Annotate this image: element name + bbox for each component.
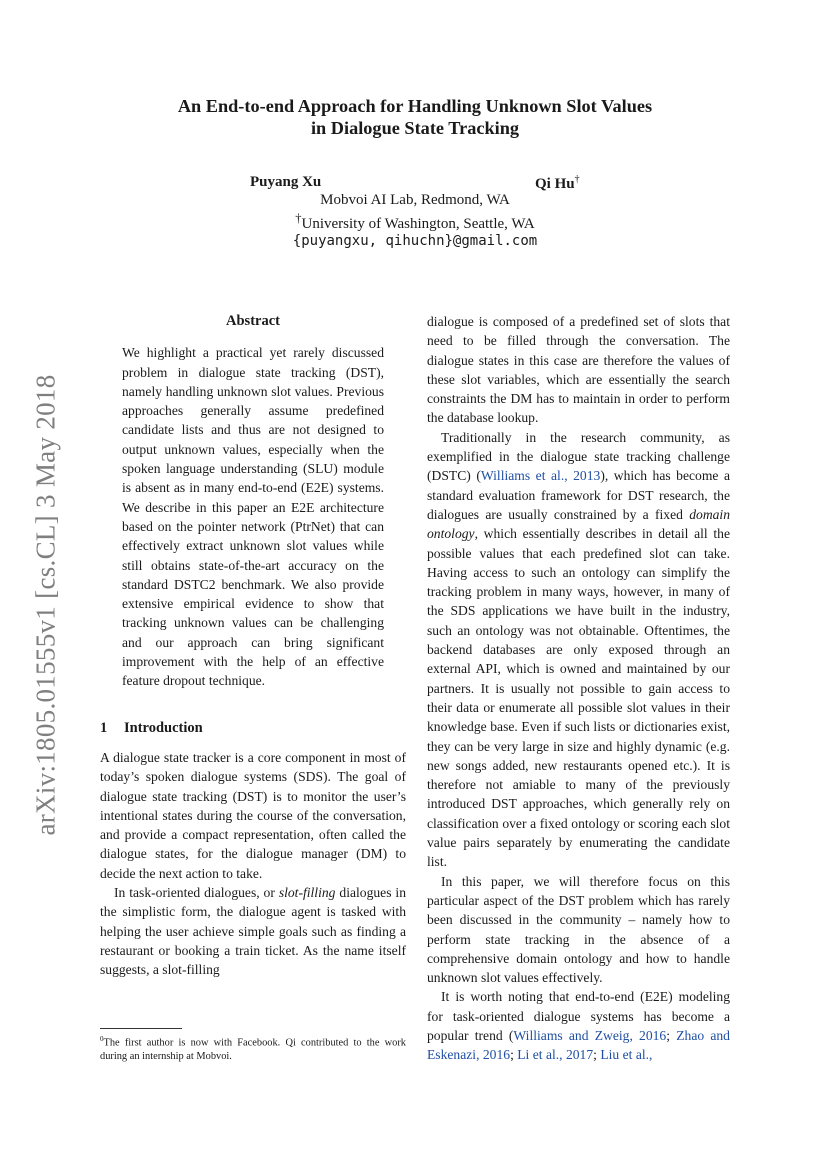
right-p2-text-b: ), which has become a standard evaluation framework for DST research, the dialogues are usually constrained by a fixed — [427, 468, 730, 522]
author-2-name: Qi Hu — [535, 176, 575, 192]
abstract-text: We highlight a practical yet rarely discussed problem in dialogue state tracking (DST), namely handling unknown slot values. Previous approaches generally assume predefined candidate lists and thus are not designed to output unknown values, especially when the spoken language understanding (SLU) module is absent as in many end-to-end (E2E) systems. We describe in this paper an E2E architecture based on the pointer network (PtrNet) that can effectively extract unknown slot values while still obtains state-of-the-art accuracy on the standard DSTC2 benchmark. We also provide extensive empirical evidence to show that tracking unknown values can be challenging and our approach can bring significant improvement with the help of an effective feature dropout technique. — [122, 345, 384, 689]
intro-p2-emphasis: slot-filling — [278, 885, 336, 901]
intro-paragraph-2 — [100, 883, 406, 979]
citation-zhao-eskenazi-2016[interactable]: Zhao and Eskenazi, 2016 — [427, 1027, 730, 1063]
intro-paragraph-1: A dialogue state tracker is a core component in most of today’s spoken dialogue systems (SDS). The goal of dialogue state tracking (DST) is to monitor the user’s intentional states during the course of the conversation, and provide a compact representation, often called the dialogue states, for the dialogue manager (DM) to decide the next action to take. — [100, 749, 406, 881]
arxiv-id-text: arXiv:1805.01555v1 [cs.CL] 3 May 2018 — [30, 374, 61, 836]
arxiv-side-identifier — [22, 360, 70, 850]
title-line-1: An End-to-end Approach for Handling Unknown Slot Values — [177, 96, 653, 116]
right-paragraph-2 — [427, 428, 730, 872]
left-column — [100, 312, 406, 980]
affiliation-2-text: University of Washington, Seattle, WA — [301, 216, 535, 232]
right-p2-text-a: Traditionally in the research community, as exemplified in the dialogue state tracking challenge (DSTC) ( — [427, 429, 730, 484]
footnote — [100, 1033, 406, 1063]
intro-p2-text-b: dialogues in the simplistic form, the dialogue agent is tasked with helping the user achieve simple goals such as finding a restaurant or booking a train ticket. As the name itself suggests, a slot-filling — [100, 885, 406, 978]
right-column — [427, 312, 730, 1065]
title-line-2: in Dialogue State Tracking — [310, 118, 520, 138]
citation-williams-2013[interactable]: Williams et al., 2013 — [480, 468, 601, 484]
footnote-text: The first author is now with Facebook. Qi contributed to the work during an internship at Mobvoi. — [100, 1037, 406, 1062]
author-1: Puyang Xu — [250, 174, 322, 190]
affiliation-1: Mobvoi AI Lab, Redmond, WA — [320, 192, 510, 208]
intro-p2-text-a: In task-oriented dialogues, or — [114, 885, 279, 901]
author-2-mark: † — [574, 174, 580, 185]
citation-liu[interactable]: Liu et al., — [600, 1047, 653, 1063]
paper-title — [100, 95, 730, 139]
citation-separator: ; — [593, 1047, 601, 1063]
citation-williams-zweig-2016[interactable]: Williams and Zweig, 2016 — [513, 1027, 667, 1043]
section-title: Introduction — [124, 719, 203, 736]
right-p2-text-c: , which essentially describes in detail all the possible values that each predefined slot can take. Having access to such an ontology can simplify the tracking problem in many ways, however, in many of the SDS applications we have built in the industry, such an ontology was not obtainable. Oftentimes, the backend databases are only exposed through an external API, which is owned and maintained by our partners. It is usually not possible to gain access to their data or enumerate all possible slot values in their knowledge base. Even if such lists or dictionaries exist, they can be very large in size and highly dynamic (e.g. new songs added, new restaurants opened etc.). It is therefore not amiable to many of the previously introduced DST approaches, which generally rely on classification over a fixed ontology or scoring each slot value pairs separately by enumerating the candidate list. — [427, 526, 730, 870]
footnote-mark: 0 — [100, 1035, 104, 1043]
citation-separator: ; — [666, 1027, 677, 1043]
right-p2-emphasis: domain ontology — [427, 506, 730, 542]
right-p4-text-a: It is worth noting that end-to-end (E2E) modeling for task-oriented dialogue systems has become a popular trend ( — [427, 989, 730, 1043]
affiliation-2 — [100, 211, 730, 233]
author-2 — [535, 174, 580, 193]
section-number: 1 — [100, 719, 108, 736]
footnote-rule — [100, 1028, 182, 1029]
citation-li-2017[interactable]: Li et al., 2017 — [517, 1047, 594, 1063]
section-heading-introduction — [100, 719, 406, 738]
affiliation-2-mark: † — [295, 211, 302, 225]
abstract-heading: Abstract — [226, 313, 280, 329]
right-paragraph-4 — [427, 987, 730, 1064]
right-paragraph-3: In this paper, we will therefore focus on this particular aspect of the DST problem which has rarely been discussed in the community – namely how to perform state tracking in the absence of a comprehensive domain ontology and how to handle unknown slot values effectively. — [427, 873, 730, 986]
abstract-body — [100, 343, 406, 690]
right-paragraph-1: dialogue is composed of a predefined set of slots that need to be filled through the conversation. The dialogue states in this case are therefore the values of these slot variables, which are essentially the search constraints the DM has to maintain in order to perform the database lookup. — [427, 314, 730, 426]
author-email: {puyangxu, qihuchn}@gmail.com — [292, 233, 538, 249]
citation-separator: ; — [510, 1047, 518, 1063]
